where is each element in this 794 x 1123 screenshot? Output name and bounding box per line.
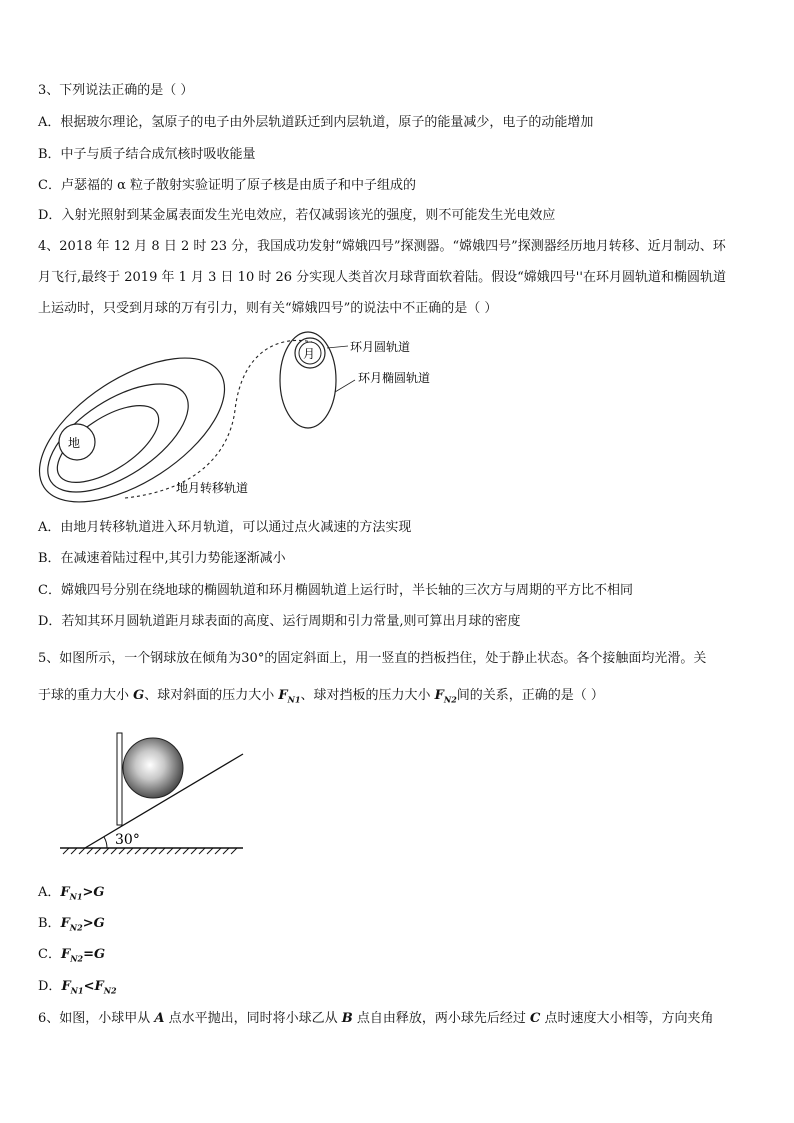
q6-stem-text: 点自由释放，两小球先后经过	[352, 1011, 531, 1026]
option-prefix: D．	[38, 979, 62, 994]
q5-option-a	[38, 885, 105, 905]
q5-stem-text: 的固定斜面上，用一竖直的挡板挡住，处于静止状态。各个接触面均光滑。关	[264, 651, 707, 666]
q5-stem-text: 5、如图所示，一个钢球放在倾角为	[38, 651, 242, 666]
earth-label: 地	[68, 436, 81, 450]
subscript: N2	[69, 922, 83, 933]
point-a: A	[154, 1011, 165, 1026]
q4-option-b: B．在减速着陆过程中,其引力势能逐渐减小	[38, 551, 286, 566]
label-circular-orbit: 环月圆轨道	[350, 340, 411, 354]
symbol-f: F	[60, 947, 71, 962]
q6-stem-text: 点水平抛出，同时将小球乙从	[164, 1011, 342, 1026]
point-c: C	[530, 1011, 541, 1026]
q5-stem-line-1	[38, 651, 706, 667]
q5-angle: 30°	[241, 651, 265, 666]
symbol-f: F	[94, 979, 104, 994]
q4-stem-line-1: 4、2018 年 12 月 8 日 2 时 23 分，我国成功发射“嫦娥四号”探测器。“嫦娥四号”探测器经历地月转移、近月制动、环	[38, 239, 726, 254]
symbol-f: F	[60, 916, 70, 931]
q5-stem-text: 间的关系，正确的是（ ）	[456, 688, 604, 703]
symbol-g: G	[93, 916, 105, 931]
transfer-orbit	[125, 340, 312, 498]
q5-stem-text: 、球对斜面的压力大小	[144, 688, 279, 703]
symbol-f: F	[61, 979, 71, 994]
q6-stem-text: 点时速度大小相等，方向夹角	[540, 1011, 714, 1026]
subscript: N1	[70, 985, 84, 996]
symbol-g: G	[93, 947, 106, 962]
q4-stem-line-2: 月飞行,最终于 2019 年 1 月 3 日 10 时 26 分实现人类首次月球背面软着陆。假设“嫦娥四号''在环月圆轨道和椭圆轨道	[38, 270, 726, 285]
q5-option-d	[38, 979, 117, 999]
q5-stem-text: 、球对挡板的压力大小	[300, 688, 435, 703]
option-prefix: A．	[38, 885, 61, 900]
orbit-diagram	[30, 330, 460, 505]
subscript: N2	[70, 953, 84, 964]
q4-option-a: A．由地月转移轨道进入环月轨道，可以通过点火减速的方法实现	[38, 520, 412, 535]
vertical-board	[117, 733, 122, 825]
q3-option-d: D．入射光照射到某金属表面发生光电效应，若仅减弱该光的强度，则不可能发生光电效应	[38, 208, 556, 223]
angle-label: 30°	[115, 832, 140, 848]
symbol-g: G	[93, 885, 105, 900]
option-prefix: B．	[38, 916, 61, 931]
subscript-n2: N2	[443, 694, 457, 705]
q3-option-c: C．卢瑟福的 α 粒子散射实验证明了原子核是由质子和中子组成的	[38, 178, 416, 193]
subscript-n1: N1	[287, 694, 301, 705]
incline-diagram	[55, 728, 255, 860]
q4-option-d: D．若知其环月圆轨道距月球表面的高度、运行周期和引力常量,则可算出月球的密度	[38, 614, 521, 629]
leader-ellipse	[335, 380, 355, 392]
leader-circle	[327, 346, 348, 348]
symbol-g: G	[133, 688, 145, 703]
point-b: B	[341, 1011, 353, 1026]
q5-stem-text: 于球的重力大小	[38, 688, 134, 703]
relation: =	[83, 947, 94, 962]
relation: >	[82, 916, 94, 931]
steel-ball	[123, 738, 183, 798]
option-prefix: C．	[38, 947, 61, 962]
label-transfer-orbit: 地月转移轨道	[176, 481, 249, 495]
q6-stem-line-1	[38, 1011, 714, 1027]
label-elliptic-orbit: 环月椭圆轨道	[358, 371, 431, 385]
ground-hatch	[63, 848, 237, 854]
q4-stem-line-3: 上运动时，只受到月球的万有引力，则有关“嫦娥四号”的说法中不正确的是（ ）	[38, 301, 498, 316]
angle-arc	[104, 837, 107, 848]
q5-stem-line-2	[38, 688, 604, 708]
q5-option-b	[38, 916, 105, 936]
q3-stem: 3、下列说法正确的是（ ）	[38, 83, 194, 98]
q3-option-b: B．中子与质子结合成氘核时吸收能量	[38, 147, 256, 162]
q3-option-a: A．根据玻尔理论，氢原子的电子由外层轨道跃迁到内层轨道，原子的能量减少，电子的动能增加	[38, 115, 594, 130]
q6-stem-text: 6、如图，小球甲从	[38, 1011, 155, 1026]
symbol-f: F	[278, 688, 288, 703]
q4-option-c: C．嫦娥四号分别在绕地球的椭圆轨道和环月椭圆轨道上运行时，半长轴的三次方与周期的平方比不相同	[38, 583, 633, 598]
moon-label: 月	[303, 347, 316, 361]
subscript: N2	[103, 985, 117, 996]
subscript: N1	[69, 891, 83, 902]
symbol-f: F	[60, 885, 70, 900]
relation: <	[83, 979, 95, 994]
q5-option-c	[38, 947, 105, 967]
symbol-f: F	[434, 688, 444, 703]
relation: >	[82, 885, 94, 900]
